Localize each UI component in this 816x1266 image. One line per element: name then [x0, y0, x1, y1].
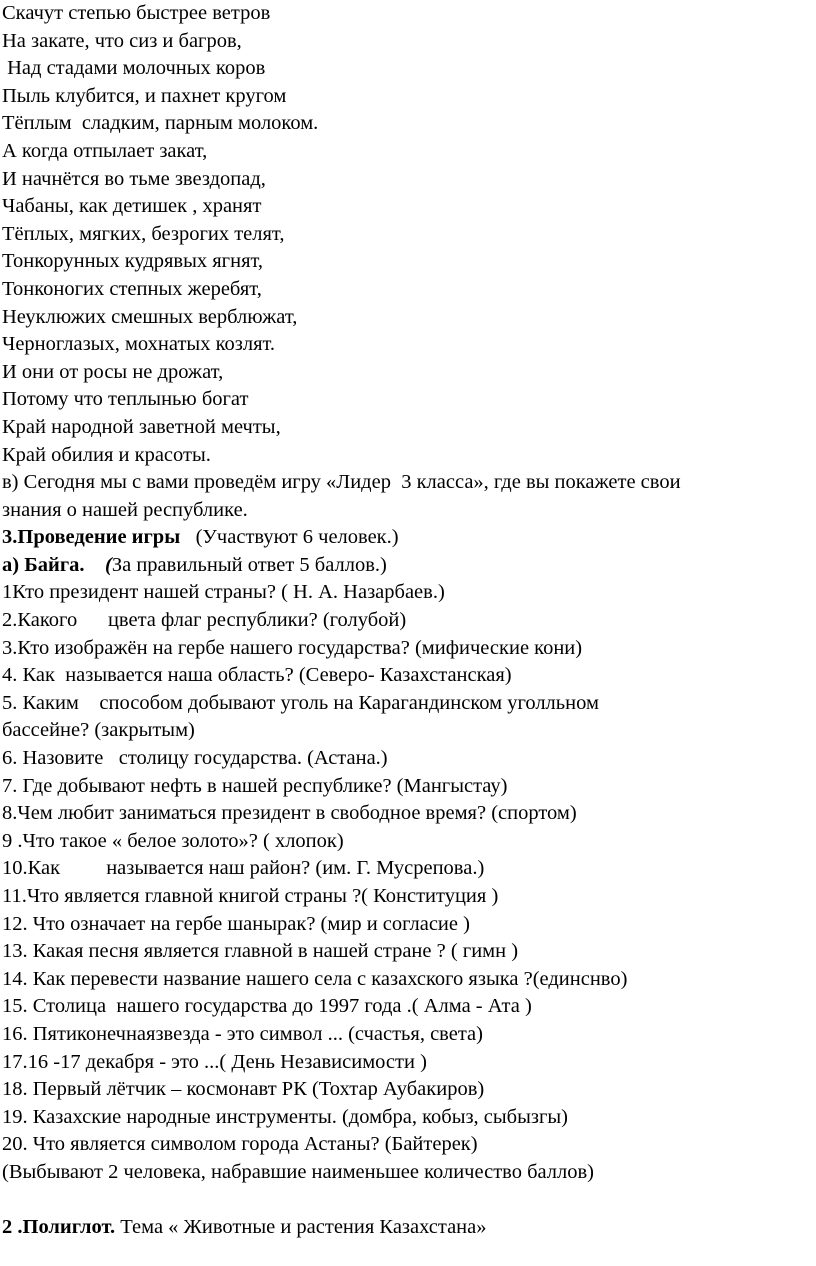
section-heading-bold: 2 .Полиглот.	[2, 1216, 116, 1239]
subsection-bracket: (	[105, 553, 112, 576]
question-line: 8.Чем любит заниматься президент в свободное время? (спортом)	[2, 802, 577, 825]
question-line: 14. Как перевести название нашего села с казахского языка ?(единснво)	[2, 967, 628, 990]
subsection-heading	[2, 552, 816, 580]
question-line: бассейне? (закрытым)	[2, 719, 195, 742]
poem-line: Пыль клубится, и пахнет кругом	[2, 84, 287, 107]
poem-line: И они от росы не дрожат,	[2, 360, 224, 383]
poem-line: Тонконогих степных жеребят,	[2, 277, 262, 300]
subsection-heading-bold: а) Байга.	[2, 553, 85, 576]
question-line: 12. Что означает на гербе шанырак? (мир и согласие )	[2, 912, 470, 935]
question-line: 15. Столица нашего государства до 1997 года .( Алма - Ата )	[2, 995, 532, 1018]
poem-line: Край народной заветной мечты,	[2, 415, 281, 438]
section-heading-note: (Участвуют 6 человек.)	[180, 526, 399, 549]
question-line: 10.Как называется наш район? (им. Г. Мусрепова.)	[2, 857, 485, 880]
poem-line: Тёплым сладким, парным молоком.	[2, 112, 319, 135]
poem-line: Неуклюжих смешных верблюжат,	[2, 305, 298, 328]
question-line: 13. Какая песня является главной в нашей стране ? ( гимн )	[2, 940, 519, 963]
section-heading	[2, 524, 816, 552]
question-line: 1Кто президент нашей страны? ( Н. А. Назарбаев.)	[2, 581, 445, 604]
question-line: 7. Где добывают нефть в нашей республике? (Мангыстау)	[2, 774, 508, 797]
poem-line: Тёплых, мягких, безрогих телят,	[2, 222, 285, 245]
intro-line: знания о нашей республике.	[2, 498, 248, 521]
poem-line: А когда отпылает закат,	[2, 139, 208, 162]
poem-line: Над стадами молочных коров	[2, 57, 266, 80]
subsection-note: За правильный ответ 5 баллов.)	[111, 553, 387, 576]
question-line: 11.Что является главной книгой страны ?( Конституция )	[2, 885, 499, 907]
section-heading-note: Тема « Животные и растения Казахстана»	[115, 1216, 487, 1239]
question-line: 3.Кто изображён на гербе нашего государства? (мифические кони)	[2, 636, 583, 659]
poem-line: Край обилия и красоты.	[2, 443, 211, 466]
question-line: 19. Казахские народные инструменты. (домбра, кобыз, сыбызгы)	[2, 1105, 568, 1128]
poem-line: Чабаны, как детишек , хранят	[2, 195, 262, 218]
question-line: (Выбывают 2 человека, набравшие наименьшее количество баллов)	[2, 1160, 594, 1183]
poem-line: На закате, что сиз и багров,	[2, 29, 242, 52]
question-list	[2, 579, 816, 1186]
section-heading-bold: 3.Проведение игры	[2, 526, 181, 549]
poem-line: Тонкорунных кудрявых ягнят,	[2, 250, 264, 273]
question-line: 9 .Что такое « белое золото»? ( хлопок)	[2, 829, 344, 852]
question-line: 6. Назовите столицу государства. (Астана.)	[2, 747, 388, 770]
question-line: 4. Как называется наша область? (Северо- Казахстанская)	[2, 664, 512, 687]
poem	[2, 0, 816, 469]
question-line: 5. Каким способом добывают уголь на Карагандинском уголльном	[2, 691, 599, 714]
question-line: 2.Какого цвета флаг республики? (голубой)	[2, 609, 407, 632]
section-heading	[2, 1214, 816, 1242]
question-line: 20. Что является символом города Астаны? (Байтерек)	[2, 1133, 478, 1156]
blank-line	[2, 1187, 816, 1215]
question-line: 16. Пятиконечнаязвезда - это символ ... (счастья, света)	[2, 1022, 483, 1045]
poem-line: Черноглазых, мохнатых козлят.	[2, 333, 276, 356]
question-line: 18. Первый лётчик – космонавт РК (Тохтар Аубакиров)	[2, 1078, 485, 1101]
question-line: 17.16 -17 декабря - это ...( День Независимости )	[2, 1050, 427, 1073]
intro-line: в) Сегодня мы с вами проведём игру «Лидер 3 класса», где вы покажете свои	[2, 471, 681, 494]
poem-line: Скачут степью быстрее ветров	[2, 2, 271, 24]
poem-line: И начнётся во тьме звездопад,	[2, 167, 266, 190]
poem-line: Потому что теплынью богат	[2, 388, 249, 411]
